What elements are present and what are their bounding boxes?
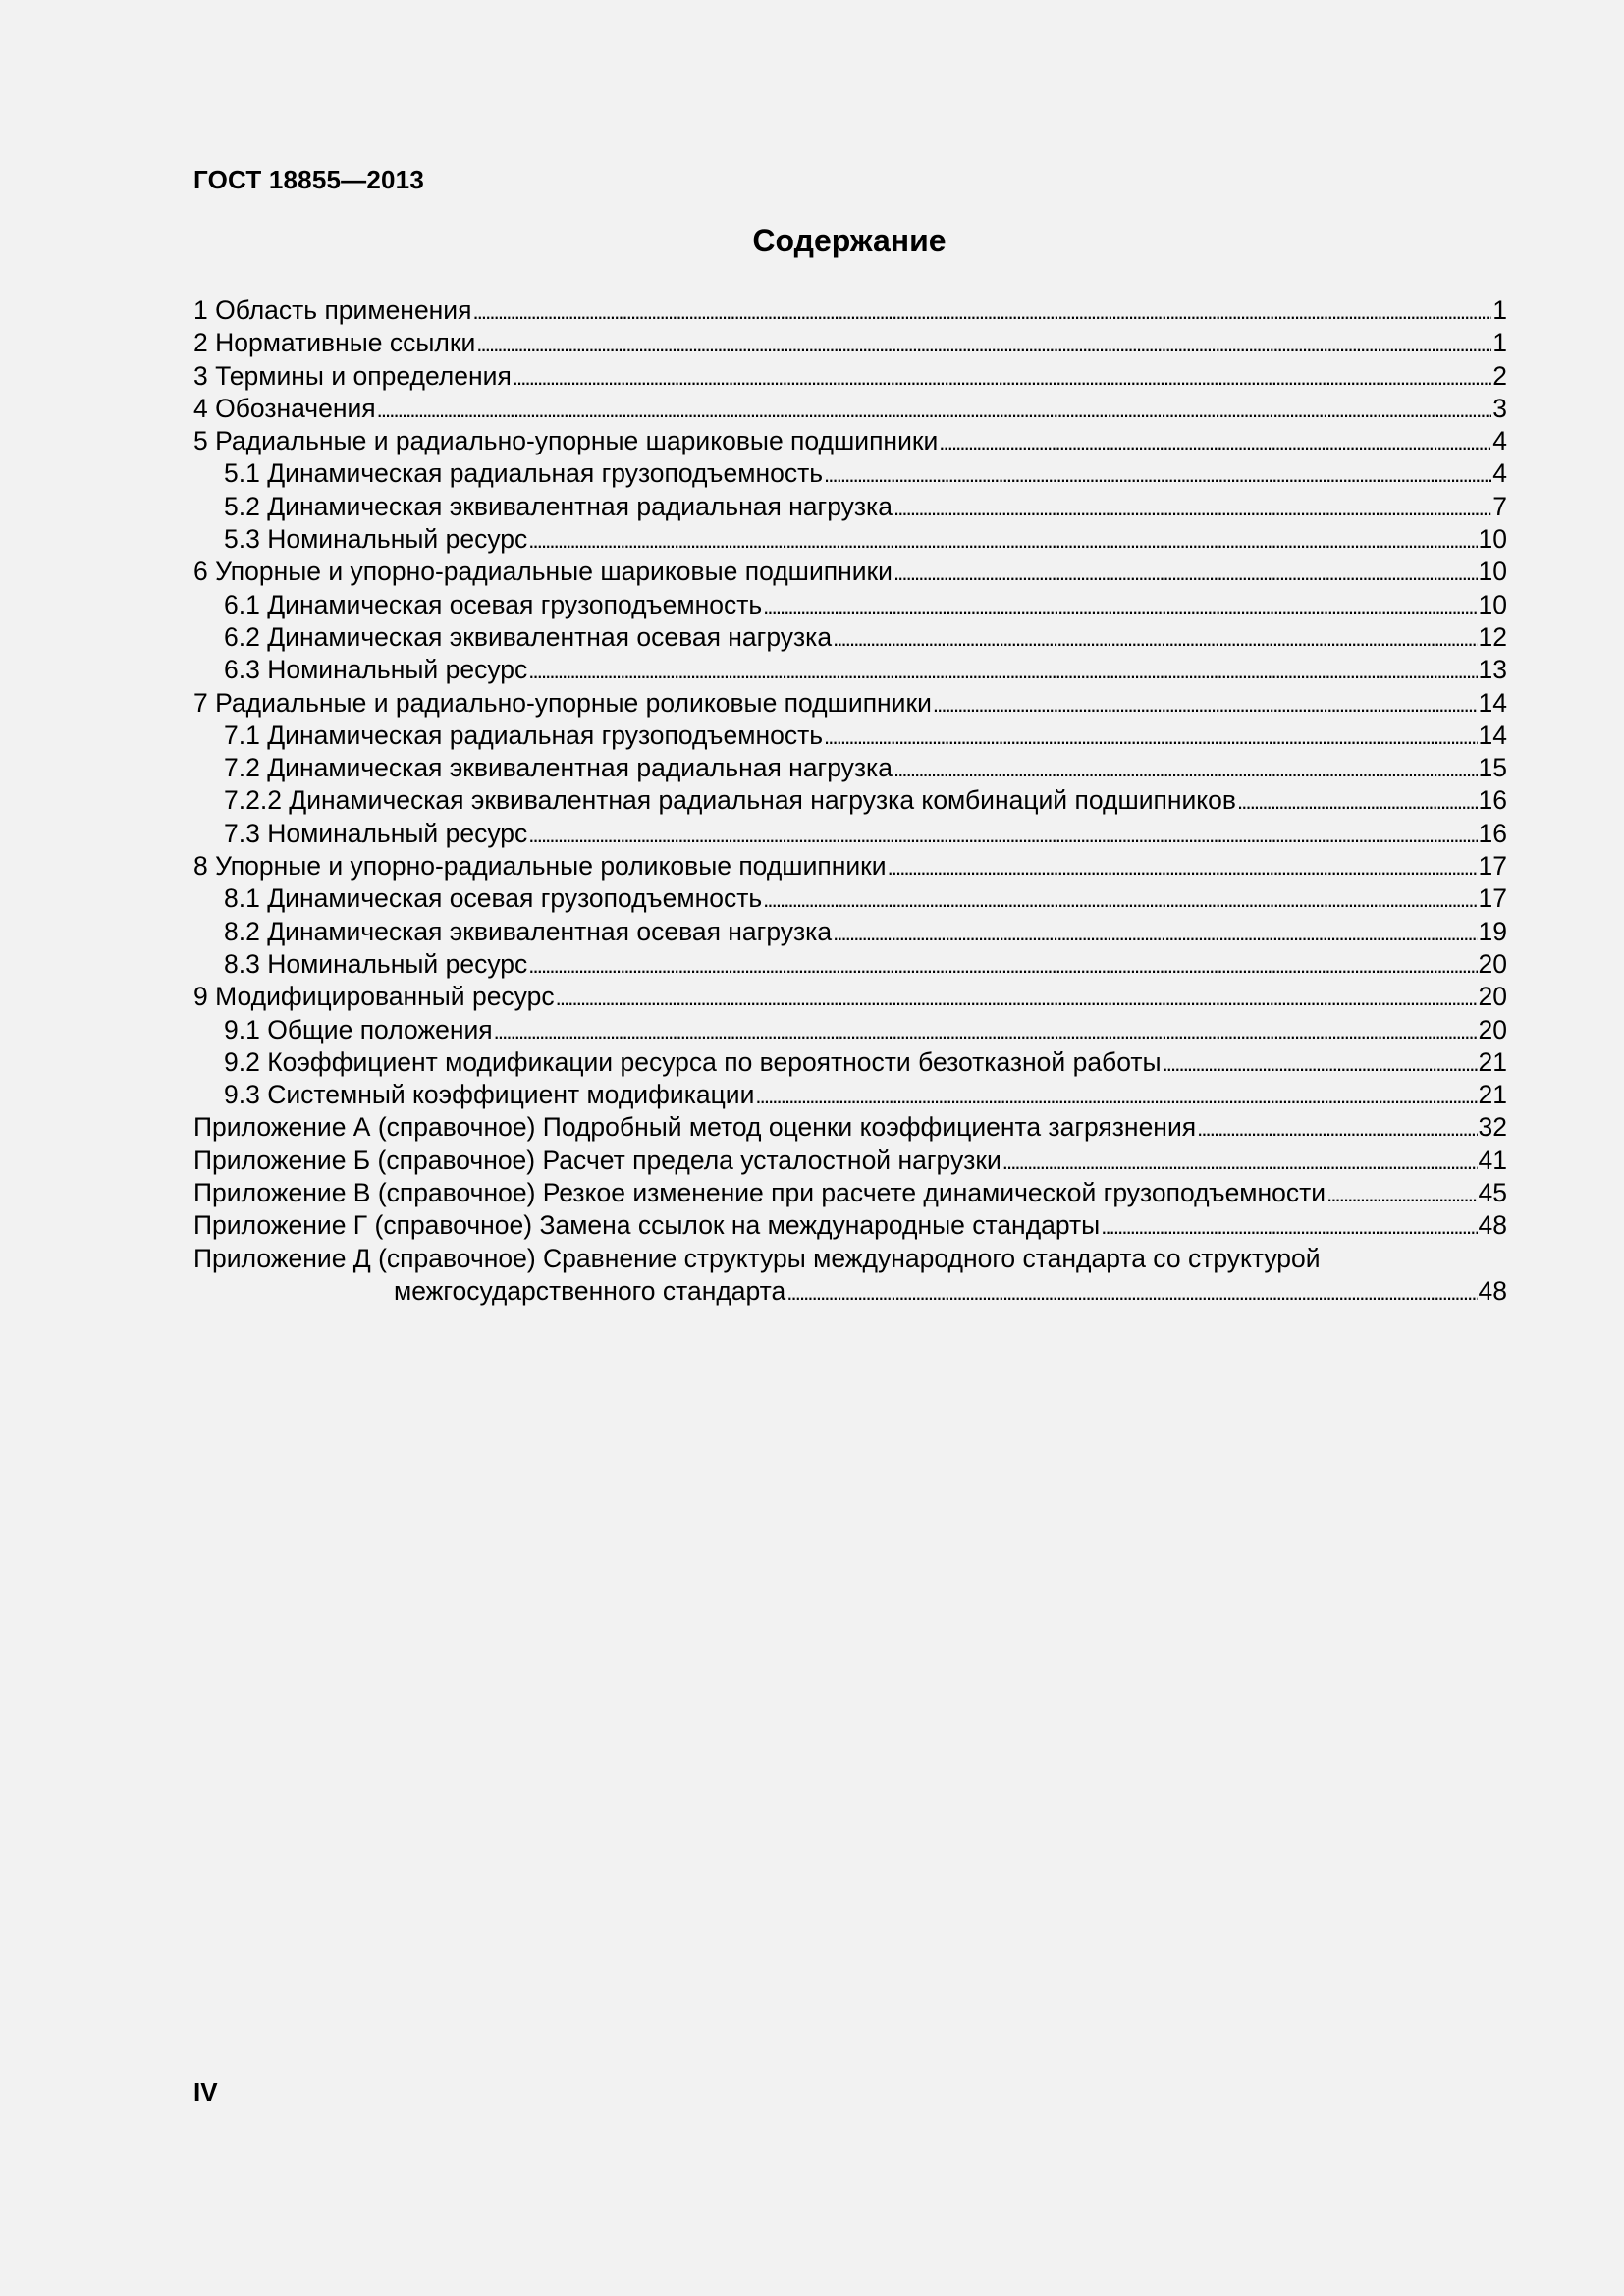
toc-leader-dots	[528, 818, 1477, 851]
toc-leader-dots	[1002, 1145, 1478, 1178]
toc-entry-label: 6 Упорные и упорно-радиальные шариковые подшипники	[193, 557, 893, 587]
toc-entry-label: Приложение А (справочное) Подробный метод оценки коэффициента загрязнения	[193, 1112, 1197, 1143]
toc-entry[interactable]	[193, 393, 1507, 425]
toc-entry[interactable]	[193, 720, 1507, 752]
toc-entry-page: 14	[1478, 720, 1507, 750]
toc-entry[interactable]	[193, 327, 1507, 359]
toc-entry[interactable]	[193, 1209, 1507, 1242]
toc-entry-label: 7.3 Номинальный ресурс	[224, 818, 528, 848]
toc-entry[interactable]	[193, 654, 1507, 686]
toc-entry[interactable]	[193, 1079, 1507, 1111]
toc-leader-dots	[888, 850, 1478, 883]
toc-entry[interactable]	[193, 1145, 1507, 1177]
toc-entry-page: 10	[1478, 557, 1507, 587]
toc-entry-label: 7.2.2 Динамическая эквивалентная радиальная нагрузка комбинаций подшипников	[224, 785, 1237, 816]
toc-leader-dots	[824, 457, 1491, 491]
toc-leader-dots	[528, 523, 1477, 557]
toc-entry-label: 8.2 Динамическая эквивалентная осевая нагрузка	[224, 916, 833, 946]
toc-entry[interactable]	[193, 818, 1507, 850]
table-of-contents	[193, 294, 1507, 1308]
toc-entry-page: 48	[1478, 1275, 1507, 1306]
toc-entry-label: 1 Область применения	[193, 295, 472, 325]
toc-entry-label: 6.2 Динамическая эквивалентная осевая нагрузка	[224, 621, 833, 652]
toc-entry-page: 20	[1478, 1014, 1507, 1044]
toc-entry-page: 10	[1478, 589, 1507, 619]
toc-entry[interactable]	[193, 294, 1507, 327]
toc-entry[interactable]	[193, 360, 1507, 393]
toc-leader-dots	[494, 1014, 1478, 1047]
toc-entry-page: 19	[1478, 916, 1507, 946]
toc-entry[interactable]	[193, 752, 1507, 784]
toc-entry-page: 16	[1478, 785, 1507, 816]
toc-entry[interactable]	[193, 981, 1507, 1013]
toc-entry-label: 5.2 Динамическая эквивалентная радиальная нагрузка	[224, 491, 893, 521]
toc-entry[interactable]	[193, 916, 1507, 948]
toc-entry-page: 4	[1492, 426, 1507, 456]
toc-leader-dots	[824, 720, 1477, 753]
toc-leader-dots	[763, 882, 1477, 916]
toc-entry-page: 17	[1478, 883, 1507, 914]
toc-entry[interactable]	[193, 687, 1507, 720]
toc-leader-dots	[377, 393, 1492, 426]
toc-leader-dots	[556, 981, 1478, 1014]
toc-entry-label: Приложение Г (справочное) Замена ссылок на международные стандарты	[193, 1210, 1101, 1241]
toc-entry-page: 3	[1492, 393, 1507, 423]
toc-entry-page: 13	[1478, 655, 1507, 685]
toc-leader-dots	[893, 491, 1491, 524]
toc-entry-page: 20	[1478, 948, 1507, 979]
toc-entry-label: 2 Нормативные ссылки	[193, 328, 476, 358]
toc-leader-dots	[1326, 1177, 1477, 1210]
toc-entry-label: 6.1 Динамическая осевая грузоподъемность	[224, 589, 763, 619]
toc-leader-dots	[833, 621, 1477, 655]
toc-entry-label: 7.1 Динамическая радиальная грузоподъемность	[224, 720, 824, 750]
toc-entry-page: 20	[1478, 982, 1507, 1012]
toc-entry[interactable]	[193, 784, 1507, 817]
toc-entry-page: 17	[1478, 851, 1507, 881]
toc-entry[interactable]	[193, 1111, 1507, 1144]
toc-entry[interactable]	[193, 948, 1507, 981]
page-title: Содержание	[752, 223, 947, 258]
toc-entry-label: 9.2 Коэффициент модификации ресурса по вероятности безотказной работы	[224, 1046, 1162, 1077]
toc-leader-dots	[528, 654, 1477, 687]
toc-leader-dots	[893, 752, 1478, 785]
toc-entry-label: 8.1 Динамическая осевая грузоподъемность	[224, 883, 763, 914]
toc-entry[interactable]	[193, 589, 1507, 621]
toc-leader-dots	[1163, 1046, 1478, 1080]
toc-entry-page: 7	[1492, 491, 1507, 521]
toc-entry[interactable]	[193, 1046, 1507, 1079]
document-id: ГОСТ 18855—2013	[193, 165, 424, 194]
toc-entry-label: 7 Радиальные и радиально-упорные роликовые подшипники	[193, 687, 932, 718]
toc-entry-page: 41	[1478, 1145, 1507, 1175]
toc-entry-label: 6.3 Номинальный ресурс	[224, 655, 528, 685]
toc-entry-label: Приложение Д (справочное) Сравнение структуры международного стандарта со структурой	[193, 1243, 1321, 1273]
toc-entry[interactable]	[193, 523, 1507, 556]
toc-leader-dots	[755, 1079, 1477, 1112]
toc-entry-label: Приложение Б (справочное) Расчет предела усталостной нагрузки	[193, 1145, 1001, 1175]
toc-entry-page: 48	[1478, 1210, 1507, 1241]
toc-entry-page: 1	[1492, 328, 1507, 358]
toc-entry[interactable]	[193, 491, 1507, 523]
toc-entry-page: 12	[1478, 621, 1507, 652]
toc-entry-page: 10	[1478, 524, 1507, 555]
toc-entry-page: 16	[1478, 818, 1507, 848]
toc-leader-dots	[833, 916, 1477, 949]
toc-entry-continuation	[193, 1275, 1507, 1308]
toc-entry-label: Приложение В (справочное) Резкое изменение при расчете динамической грузоподъемности	[193, 1178, 1326, 1208]
toc-entry-label: 5.1 Динамическая радиальная грузоподъемность	[224, 458, 824, 489]
toc-entry-page: 21	[1478, 1046, 1507, 1077]
toc-entry[interactable]	[193, 1177, 1507, 1209]
toc-entry-label: 8 Упорные и упорно-радиальные роликовые подшипники	[193, 851, 887, 881]
toc-entry-page: 32	[1478, 1112, 1507, 1143]
toc-entry-label: 9.3 Системный коэффициент модификации	[224, 1080, 755, 1110]
toc-entry-label: 8.3 Номинальный ресурс	[224, 948, 528, 979]
toc-leader-dots	[1101, 1209, 1477, 1243]
toc-leader-dots	[933, 687, 1478, 721]
toc-entry-label: 5.3 Номинальный ресурс	[224, 524, 528, 555]
toc-entry-page: 15	[1478, 753, 1507, 783]
toc-leader-dots	[939, 425, 1491, 458]
toc-entry[interactable]	[193, 850, 1507, 882]
page-number: IV	[193, 2077, 218, 2107]
toc-leader-dots	[763, 589, 1477, 622]
toc-leader-dots	[513, 360, 1491, 394]
toc-leader-dots	[893, 556, 1478, 589]
toc-entry-label: 4 Обозначения	[193, 393, 376, 423]
toc-leader-dots	[1197, 1111, 1477, 1145]
toc-entry-page: 14	[1478, 687, 1507, 718]
toc-entry-label-continued: межгосударственного стандарта	[394, 1275, 786, 1306]
toc-leader-dots	[472, 294, 1491, 328]
toc-entry-label: 7.2 Динамическая эквивалентная радиальная нагрузка	[224, 753, 893, 783]
toc-leader-dots	[476, 327, 1491, 360]
toc-entry[interactable]	[193, 621, 1507, 654]
toc-entry[interactable]	[193, 882, 1507, 915]
toc-entry-label: 3 Термины и определения	[193, 360, 512, 391]
toc-entry-page: 1	[1492, 295, 1507, 325]
toc-entry[interactable]	[193, 556, 1507, 588]
toc-leader-dots	[1237, 784, 1478, 818]
toc-leader-dots	[786, 1275, 1477, 1308]
toc-entry-page: 4	[1492, 458, 1507, 489]
toc-entry-label: 5 Радиальные и радиально-упорные шариковые подшипники	[193, 426, 939, 456]
toc-entry-page: 45	[1478, 1178, 1507, 1208]
toc-entry-page: 2	[1492, 360, 1507, 391]
toc-leader-dots	[528, 948, 1477, 982]
toc-entry-page: 21	[1478, 1080, 1507, 1110]
toc-entry[interactable]	[193, 1243, 1507, 1308]
toc-entry[interactable]	[193, 425, 1507, 457]
toc-entry[interactable]	[193, 457, 1507, 490]
toc-entry-label: 9 Модифицированный ресурс	[193, 982, 555, 1012]
toc-entry-label: 9.1 Общие положения	[224, 1014, 493, 1044]
toc-entry[interactable]	[193, 1014, 1507, 1046]
